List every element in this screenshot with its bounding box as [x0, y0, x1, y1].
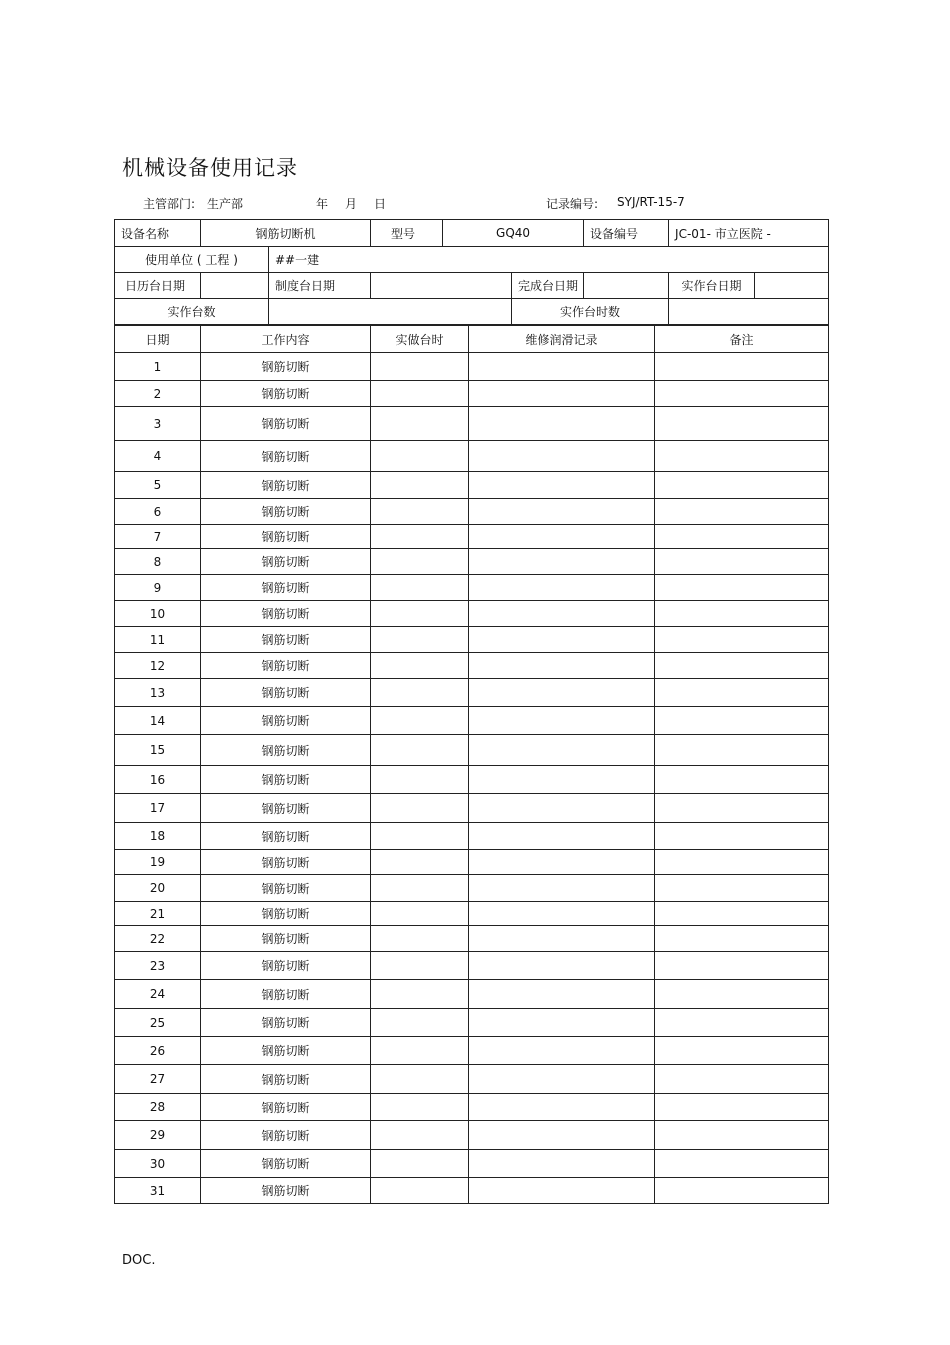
work-cell: 钢筋切断 [201, 1065, 371, 1094]
day-cell: 1 [115, 353, 201, 381]
day-cell: 29 [115, 1121, 201, 1150]
equip-name-label: 设备名称 [115, 220, 201, 247]
hours-cell [371, 601, 469, 627]
system-days-label: 制度台日期 [269, 273, 371, 299]
table-row [115, 952, 829, 980]
col-date: 日期 [115, 326, 201, 353]
table-row [115, 525, 829, 549]
table-row [115, 1009, 829, 1037]
day-cell: 4 [115, 441, 201, 472]
table-row [115, 1121, 829, 1150]
maintenance-cell [469, 902, 655, 926]
model-value: GQ40 [443, 220, 584, 247]
hours-cell [371, 1150, 469, 1178]
remarks-cell [655, 601, 829, 627]
hours-cell [371, 1065, 469, 1094]
remarks-cell [655, 353, 829, 381]
remarks-cell [655, 1150, 829, 1178]
year-label: 年 [316, 197, 329, 211]
day-cell: 17 [115, 794, 201, 823]
dept-label: 主管部门: [143, 197, 196, 211]
day-cell: 26 [115, 1037, 201, 1065]
table-row [115, 1150, 829, 1178]
day-cell: 24 [115, 980, 201, 1009]
equip-no-label: 设备编号 [584, 220, 669, 247]
work-cell: 钢筋切断 [201, 381, 371, 407]
remarks-cell [655, 1178, 829, 1204]
table-row [115, 902, 829, 926]
maintenance-cell [469, 735, 655, 766]
table-row [115, 653, 829, 679]
day-cell: 25 [115, 1009, 201, 1037]
day-cell: 30 [115, 1150, 201, 1178]
remarks-cell [655, 499, 829, 525]
day-cell: 6 [115, 499, 201, 525]
hours-cell [371, 952, 469, 980]
hours-cell [371, 679, 469, 707]
remarks-cell [655, 735, 829, 766]
day-cell: 9 [115, 575, 201, 601]
maintenance-cell [469, 353, 655, 381]
table-row [115, 1065, 829, 1094]
work-cell: 钢筋切断 [201, 980, 371, 1009]
work-cell: 钢筋切断 [201, 353, 371, 381]
work-cell: 钢筋切断 [201, 679, 371, 707]
day-cell: 15 [115, 735, 201, 766]
model-label: 型号 [371, 220, 443, 247]
maintenance-cell [469, 952, 655, 980]
maintenance-cell [469, 472, 655, 499]
hours-cell [371, 549, 469, 575]
header-table [114, 219, 829, 325]
work-cell: 钢筋切断 [201, 875, 371, 902]
table-row [115, 627, 829, 653]
day-cell: 5 [115, 472, 201, 499]
maintenance-cell [469, 1178, 655, 1204]
day-cell: 18 [115, 823, 201, 850]
day-cell: 28 [115, 1094, 201, 1121]
hours-cell [371, 525, 469, 549]
actual-shifts-label: 实作台数 [115, 299, 269, 325]
hours-cell [371, 1094, 469, 1121]
actual-hours-label: 实作台时数 [512, 299, 669, 325]
work-cell: 钢筋切断 [201, 472, 371, 499]
remarks-cell [655, 653, 829, 679]
table-row [115, 353, 829, 381]
dept-value: 生产部 [207, 197, 244, 211]
maintenance-cell [469, 575, 655, 601]
work-cell: 钢筋切断 [201, 952, 371, 980]
maintenance-cell [469, 627, 655, 653]
hours-cell [371, 1037, 469, 1065]
hours-cell [371, 794, 469, 823]
maintenance-cell [469, 679, 655, 707]
calendar-days-value [201, 273, 269, 299]
record-no-label: 记录编号: [546, 197, 599, 211]
actual-shifts-value [269, 299, 512, 325]
work-cell: 钢筋切断 [201, 902, 371, 926]
daily-record-table [114, 325, 829, 1204]
remarks-cell [655, 850, 829, 875]
table-row [115, 575, 829, 601]
table-row [115, 441, 829, 472]
record-no-value: SYJ/RT-15-7 [617, 195, 685, 209]
actual-days-value [755, 273, 829, 299]
hours-cell [371, 902, 469, 926]
work-cell: 钢筋切断 [201, 766, 371, 794]
remarks-cell [655, 441, 829, 472]
hours-cell [371, 766, 469, 794]
footer-text: DOC. [122, 1253, 156, 1268]
maintenance-cell [469, 1121, 655, 1150]
day-label: 日 [374, 197, 387, 211]
remarks-cell [655, 823, 829, 850]
hours-cell [371, 980, 469, 1009]
equip-name-value: 钢筋切断机 [201, 220, 371, 247]
table-row [115, 850, 829, 875]
system-days-value [371, 273, 512, 299]
work-cell: 钢筋切断 [201, 823, 371, 850]
day-cell: 8 [115, 549, 201, 575]
day-cell: 12 [115, 653, 201, 679]
maintenance-cell [469, 850, 655, 875]
day-cell: 20 [115, 875, 201, 902]
hours-cell [371, 926, 469, 952]
maintenance-cell [469, 653, 655, 679]
hours-cell [371, 381, 469, 407]
table-row [115, 472, 829, 499]
table-row [115, 707, 829, 735]
maintenance-cell [469, 381, 655, 407]
day-cell: 19 [115, 850, 201, 875]
work-cell: 钢筋切断 [201, 499, 371, 525]
unit-value: ##一建 [269, 247, 829, 273]
table-row [115, 679, 829, 707]
remarks-cell [655, 1094, 829, 1121]
day-cell: 21 [115, 902, 201, 926]
remarks-cell [655, 679, 829, 707]
work-cell: 钢筋切断 [201, 735, 371, 766]
remarks-cell [655, 627, 829, 653]
day-cell: 27 [115, 1065, 201, 1094]
remarks-cell [655, 1065, 829, 1094]
table-row [115, 381, 829, 407]
work-cell: 钢筋切断 [201, 850, 371, 875]
hours-cell [371, 653, 469, 679]
hours-cell [371, 575, 469, 601]
maintenance-cell [469, 1150, 655, 1178]
column-header-row [115, 326, 829, 353]
day-cell: 10 [115, 601, 201, 627]
col-maintenance: 维修润滑记录 [469, 326, 655, 353]
table-row [115, 549, 829, 575]
table-row [115, 499, 829, 525]
maintenance-cell [469, 1094, 655, 1121]
hours-cell [371, 1178, 469, 1204]
table-row [115, 1094, 829, 1121]
table-row [115, 407, 829, 441]
remarks-cell [655, 794, 829, 823]
month-label: 月 [345, 197, 358, 211]
hours-cell [371, 353, 469, 381]
work-cell: 钢筋切断 [201, 794, 371, 823]
completed-days-label: 完成台日期 [512, 273, 584, 299]
day-cell: 7 [115, 525, 201, 549]
day-cell: 11 [115, 627, 201, 653]
table-row [115, 823, 829, 850]
day-cell: 2 [115, 381, 201, 407]
maintenance-cell [469, 875, 655, 902]
table-row [115, 980, 829, 1009]
remarks-cell [655, 549, 829, 575]
maintenance-cell [469, 601, 655, 627]
col-remarks: 备注 [655, 326, 829, 353]
remarks-cell [655, 875, 829, 902]
work-cell: 钢筋切断 [201, 926, 371, 952]
hours-cell [371, 472, 469, 499]
day-cell: 23 [115, 952, 201, 980]
day-cell: 14 [115, 707, 201, 735]
work-cell: 钢筋切断 [201, 601, 371, 627]
remarks-cell [655, 902, 829, 926]
equip-no-value: JC-01- 市立医院 - [669, 220, 829, 247]
maintenance-cell [469, 794, 655, 823]
maintenance-cell [469, 823, 655, 850]
table-row [115, 875, 829, 902]
remarks-cell [655, 1121, 829, 1150]
maintenance-cell [469, 926, 655, 952]
hours-cell [371, 499, 469, 525]
actual-hours-value [669, 299, 829, 325]
remarks-cell [655, 472, 829, 499]
remarks-cell [655, 1009, 829, 1037]
maintenance-cell [469, 499, 655, 525]
hours-cell [371, 407, 469, 441]
work-cell: 钢筋切断 [201, 1094, 371, 1121]
remarks-cell [655, 926, 829, 952]
work-cell: 钢筋切断 [201, 441, 371, 472]
work-cell: 钢筋切断 [201, 407, 371, 441]
table-row [115, 601, 829, 627]
remarks-cell [655, 980, 829, 1009]
table-row [115, 794, 829, 823]
maintenance-cell [469, 707, 655, 735]
remarks-cell [655, 1037, 829, 1065]
work-cell: 钢筋切断 [201, 1150, 371, 1178]
remarks-cell [655, 525, 829, 549]
day-cell: 3 [115, 407, 201, 441]
hours-cell [371, 875, 469, 902]
maintenance-cell [469, 549, 655, 575]
table-row [115, 926, 829, 952]
page-title: 机械设备使用记录 [122, 156, 298, 180]
remarks-cell [655, 707, 829, 735]
work-cell: 钢筋切断 [201, 627, 371, 653]
work-cell: 钢筋切断 [201, 1009, 371, 1037]
hours-cell [371, 1009, 469, 1037]
remarks-cell [655, 407, 829, 441]
hours-cell [371, 707, 469, 735]
remarks-cell [655, 381, 829, 407]
work-cell: 钢筋切断 [201, 1037, 371, 1065]
work-cell: 钢筋切断 [201, 1121, 371, 1150]
work-cell: 钢筋切断 [201, 575, 371, 601]
hours-cell [371, 1121, 469, 1150]
unit-label: 使用单位 ( 工程 ) [115, 247, 269, 273]
table-row [115, 766, 829, 794]
work-cell: 钢筋切断 [201, 525, 371, 549]
calendar-days-label: 日历台日期 [115, 273, 201, 299]
col-work: 工作内容 [201, 326, 371, 353]
actual-days-label: 实作台日期 [669, 273, 755, 299]
remarks-cell [655, 952, 829, 980]
work-cell: 钢筋切断 [201, 653, 371, 679]
remarks-cell [655, 575, 829, 601]
maintenance-cell [469, 407, 655, 441]
maintenance-cell [469, 1037, 655, 1065]
work-cell: 钢筋切断 [201, 1178, 371, 1204]
maintenance-cell [469, 525, 655, 549]
day-cell: 31 [115, 1178, 201, 1204]
work-cell: 钢筋切断 [201, 707, 371, 735]
day-cell: 13 [115, 679, 201, 707]
maintenance-cell [469, 766, 655, 794]
maintenance-cell [469, 1065, 655, 1094]
hours-cell [371, 735, 469, 766]
hours-cell [371, 441, 469, 472]
day-cell: 22 [115, 926, 201, 952]
table-row [115, 1037, 829, 1065]
completed-days-value [584, 273, 669, 299]
hours-cell [371, 823, 469, 850]
col-hours: 实做台时 [371, 326, 469, 353]
maintenance-cell [469, 980, 655, 1009]
maintenance-cell [469, 1009, 655, 1037]
table-row [115, 735, 829, 766]
hours-cell [371, 627, 469, 653]
day-cell: 16 [115, 766, 201, 794]
hours-cell [371, 850, 469, 875]
work-cell: 钢筋切断 [201, 549, 371, 575]
table-row [115, 1178, 829, 1204]
remarks-cell [655, 766, 829, 794]
maintenance-cell [469, 441, 655, 472]
